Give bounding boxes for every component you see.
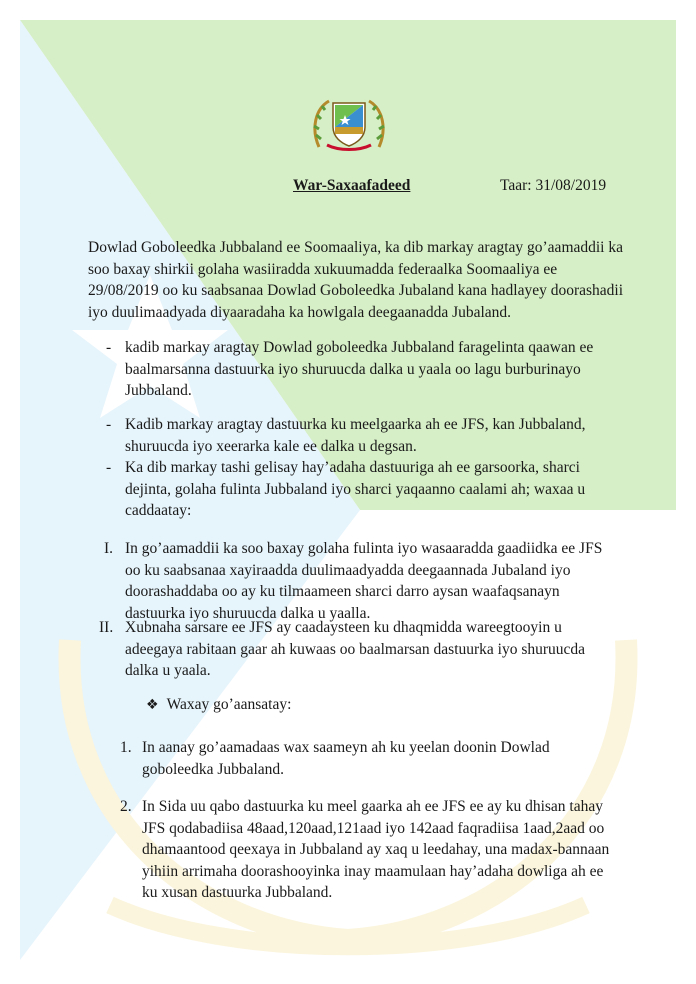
bullet-item: Kadib markay aragtay dastuurka ku meelgaarka ah ee JFS, kan Jubbaland, shuruucda iyo xeerarka kale ee dalka u degsan. — [125, 416, 586, 455]
jubbaland-emblem-icon — [309, 93, 389, 153]
bullet-item: kadib markay aragtay Dowlad goboleedka Jubbaland faragelinta qaawan ee baalmarsanna dastuurka iyo shuruucda dalka u yaala oo lagu burburinayo Jubbaland. — [125, 339, 594, 399]
bullet-marker: - — [106, 416, 112, 433]
decision-heading-text: Waxay go’aansatay: — [166, 696, 292, 713]
bullet-item: Ka dib markay tashi gelisay hay’adaha dastuuriga ah ee garsoorka, sharci dejinta, golaha fulinta Jubbaland iyo sharci yaqaanno caalami ah; waxaa u caddaatay: — [125, 459, 586, 519]
numbered-marker: 1. — [120, 739, 132, 756]
document-date: Taar: 31/08/2019 — [500, 177, 607, 194]
document-title: War-Saxaafadeed — [293, 177, 411, 194]
bullet-marker: - — [106, 339, 112, 356]
numbered-marker: 2. — [120, 798, 132, 815]
numbered-item — [142, 796, 612, 904]
numbered-item — [142, 737, 582, 780]
intro-paragraph: Dowlad Goboleedka Jubbaland ee Soomaaliya, ka dib markay aragtay go’aamaddii ka soo baxay shirkii golaha wasiiradda xukuumadda federaalka Soomaaliya ee 29/08/2019 oo ku saabsanaa Dowlad Goboleedka Jubaland kana hadlayey doorashadii iyo duulimaadyada diyaaradaha ka howlgala deegaanadda Jubaland. — [88, 239, 624, 321]
roman-marker: I. — [104, 540, 114, 557]
numbered-item-text: In aanay go’aamadaas wax saameyn ah ku yeelan doonin Dowlad goboleedka Jubbaland. — [142, 739, 550, 778]
roman-item: In go’aamaddii ka soo baxay golaha fulinta iyo wasaaradda gaadiidka ee JFS oo ku saabsanaa xayiraadda duulimaadyadda deegaannada Jubaland iyo doorashaddaba oo ay ku tilmaameen sharci darro aysan waafaqsanayn dastuurka iyo shuruucda dalka u yaalla. — [125, 540, 603, 622]
roman-item: Xubnaha sarsare ee JFS ay caadaysteen ku dhaqmidda wareegtooyin u adeegaya rabitaan gaar ah kuwaas oo baalmarsan dastuurka iyo shuruucda dalka u yaala. — [125, 619, 586, 679]
diamond-bullet-icon: ❖ — [146, 697, 159, 713]
numbered-item-text: In Sida uu qabo dastuurka ku meel gaarka ah ee JFS ee ay ku dhisan tahay JFS qodabadiisa 48aad,120aad,121aad iyo 142aad faqradiisa 1aad,2aad oo dhamaantood qeexaya in Jubbaland ay xaq u leedahay, una madax-bannaan yihiin arrimaha doorashooyinka inay maamulaan hay’adaha dowliga ah ee ku xusan dastuurka Jubbaland. — [142, 798, 610, 901]
bullet-marker: - — [106, 459, 112, 476]
decision-heading — [146, 696, 291, 714]
roman-marker: II. — [99, 619, 114, 636]
